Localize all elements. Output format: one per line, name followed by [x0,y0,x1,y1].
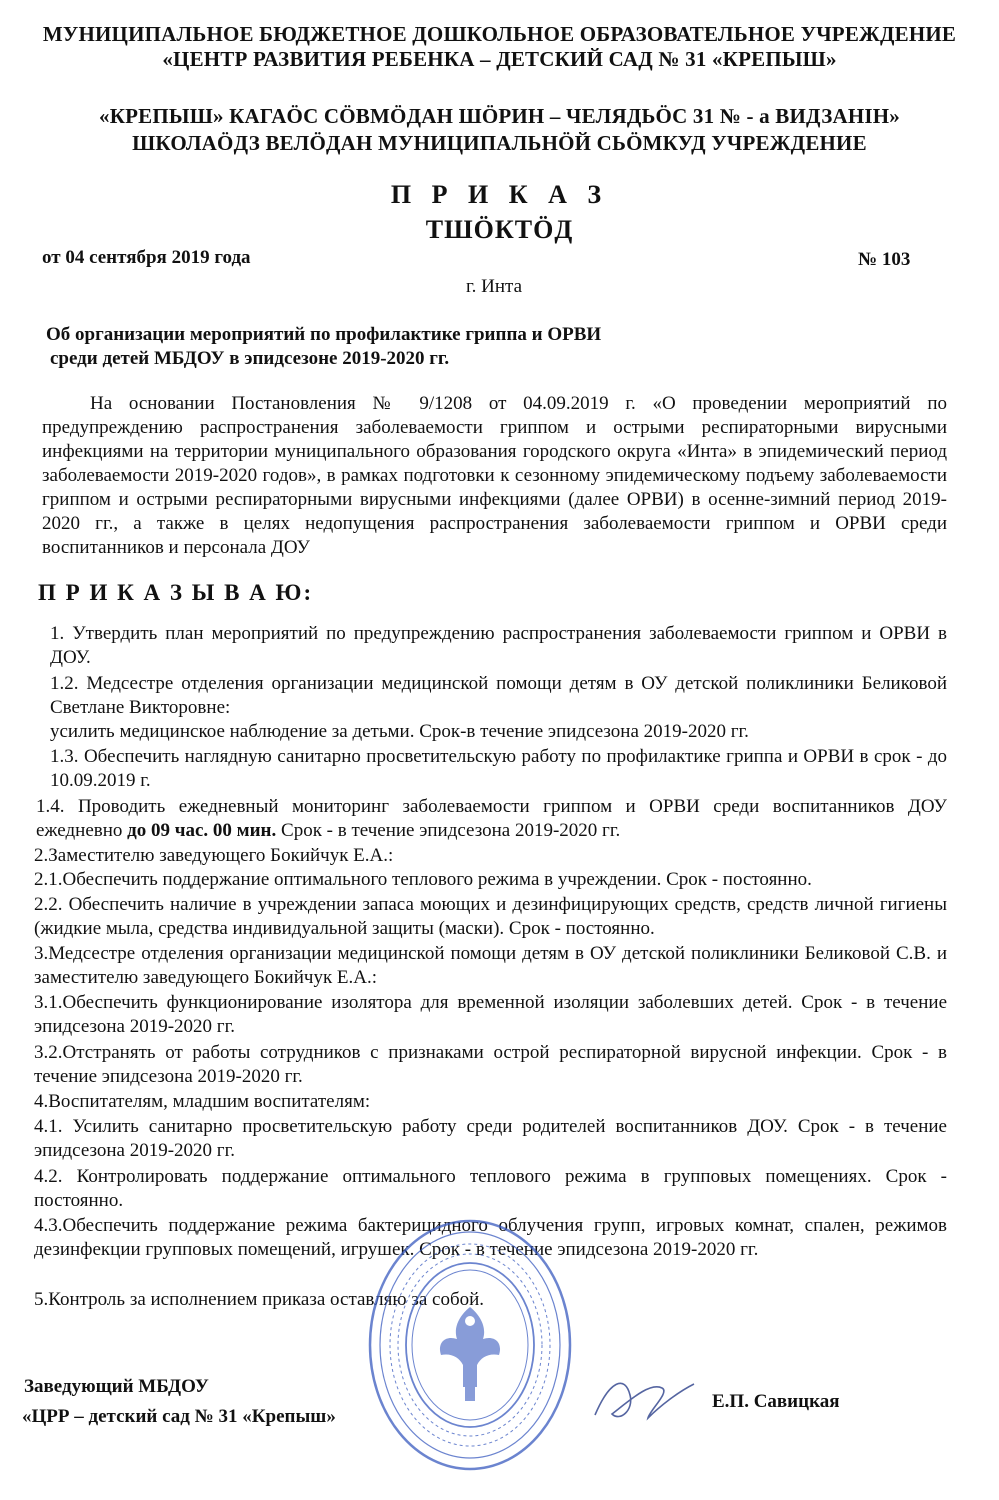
title-komi: ТШÖКТÖД [425,215,574,244]
subject-line-1: Об организации мероприятий по профилактике гриппа и ОРВИ [46,324,602,345]
item-1-3: 1.3. Обеспечить наглядную санитарно просветительскую работу по профилактике гриппа и ОРВИ в срок - до 10.09.2019 г. [50,746,947,791]
header-line-4: ШКОЛАÖДЗ ВЕЛÖДАН МУНИЦИПАЛЬНÖЙ СЬÖМКУД УЧРЕЖДЕНИЕ [132,131,867,155]
item-3: 3.Медсестре отделения организации медицинской помощи детям в ОУ детской поликлиники Беликовой С.В. и заместителю заведующего Бокийчук Е.А.: [34,943,947,988]
preamble: На основании Постановления № 9/1208 от 04.09.2019 г. «О проведении мероприятий по предупреждению распространения заболеваемости гриппом и острыми респираторными вирусными инфекциями на территории муниципального образования городского округа «Инта» в эпидемический период заболеваемости 2019-2020 годов», в рамках подготовки к сезонному эпидемическому подъему заболеваемости гриппом и острыми респираторными вирусными инфекциями (далее ОРВИ) в осенне-зимний период 2019-2020 гг., а также в целях недопущения распространения заболеваемости гриппом и ОРВИ среди воспитанников и персонала ДОУ [42,393,947,558]
item-4-3: 4.3.Обеспечить поддержание режима бактерицидного облучения групп, игровых комнат, спален, режимов дезинфекции групповых помещений, игрушек. Срок - в течение эпидсезона 2019-2020 гг. [34,1215,947,1260]
order-number: № 103 [858,249,911,270]
item-1-2-term: усилить медицинское наблюдение за детьми. Срок-в течение эпидсезона 2019-2020 гг. [50,721,749,742]
official-stamp [365,1215,575,1475]
item-1-4-text-a: 1.4. Проводить ежедневный мониторинг заболеваемости гриппом и ОРВИ среди воспитанников ДОУ ежедневно [36,796,947,841]
header-line-2: «ЦЕНТР РАЗВИТИЯ РЕБЕНКА – ДЕТСКИЙ САД № 31 «КРЕПЫШ» [162,47,837,71]
item-2: 2.Заместителю заведующего Бокийчук Е.А.: [34,845,394,866]
item-4-1: 4.1. Усилить санитарно просветительскую работу среди родителей воспитанников ДОУ. Срок - в течение эпидсезона 2019-2020 гг. [34,1116,947,1161]
item-4-2: 4.2. Контролировать поддержание оптимального теплового режима в групповых помещениях. Срок - постоянно. [34,1166,947,1211]
item-2-1: 2.1.Обеспечить поддержание оптимального теплового режима в учреждении. Срок - постоянно. [34,869,812,890]
signature-position-2: «ЦРР – детский сад № 31 «Крепыш» [22,1406,336,1427]
item-1-4-text-b: Срок - в течение эпидсезона 2019-2020 гг. [276,820,621,841]
item-3-2: 3.2.Отстранять от работы сотрудников с признаками острой респираторной вирусной инфекции. Срок - в течение эпидсезона 2019-2020 гг. [34,1042,947,1087]
item-1-2: 1.2. Медсестре отделения организации медицинской помощи детям в ОУ детской поликлиники Беликовой Светлане Викторовне: [50,673,947,718]
handwritten-signature [590,1370,700,1430]
signature-position-1: Заведующий МБДОУ [24,1376,209,1397]
header-line-3: «КРЕПЫШ» КАГАÖС СÖВМÖДАН ШÖРИН – ЧЕЛЯДЬÖС 31 № - а ВИДЗАНIН» [99,104,900,128]
order-heading: П Р И К А З Ы В А Ю: [38,580,314,605]
header-line-1: МУНИЦИПАЛЬНОЕ БЮДЖЕТНОЕ ДОШКОЛЬНОЕ ОБРАЗОВАТЕЛЬНОЕ УЧРЕЖДЕНИЕ [42,22,957,46]
subject-line-2: среди детей МБДОУ в эпидсезоне 2019-2020 гг. [50,348,450,369]
item-1: 1. Утвердить план мероприятий по предупреждению распространения заболеваемости гриппом и ОРВИ в ДОУ. [50,623,947,668]
order-date: от 04 сентября 2019 года [42,247,251,268]
item-4: 4.Воспитателям, младшим воспитателям: [34,1091,371,1112]
item-2-2: 2.2. Обеспечить наличие в учреждении запаса моющих и дезинфицирующих средств, средств личной гигиены (жидкие мыла, средства индивидуальной защиты (маски). Срок - постоянно. [34,894,947,939]
order-city: г. Инта [466,276,523,297]
item-3-1: 3.1.Обеспечить функционирование изолятора для временной изоляции заболевших детей. Срок - в течение эпидсезона 2019-2020 гг. [34,992,947,1037]
title-ru: П Р И К А З [390,180,609,209]
item-5: 5.Контроль за исполнением приказа оставляю за собой. [34,1289,485,1310]
item-1-4-deadline: до 09 час. 00 мин. [127,820,277,841]
item-1-4 [36,795,947,843]
signatory-name: Е.П. Савицкая [712,1391,840,1412]
